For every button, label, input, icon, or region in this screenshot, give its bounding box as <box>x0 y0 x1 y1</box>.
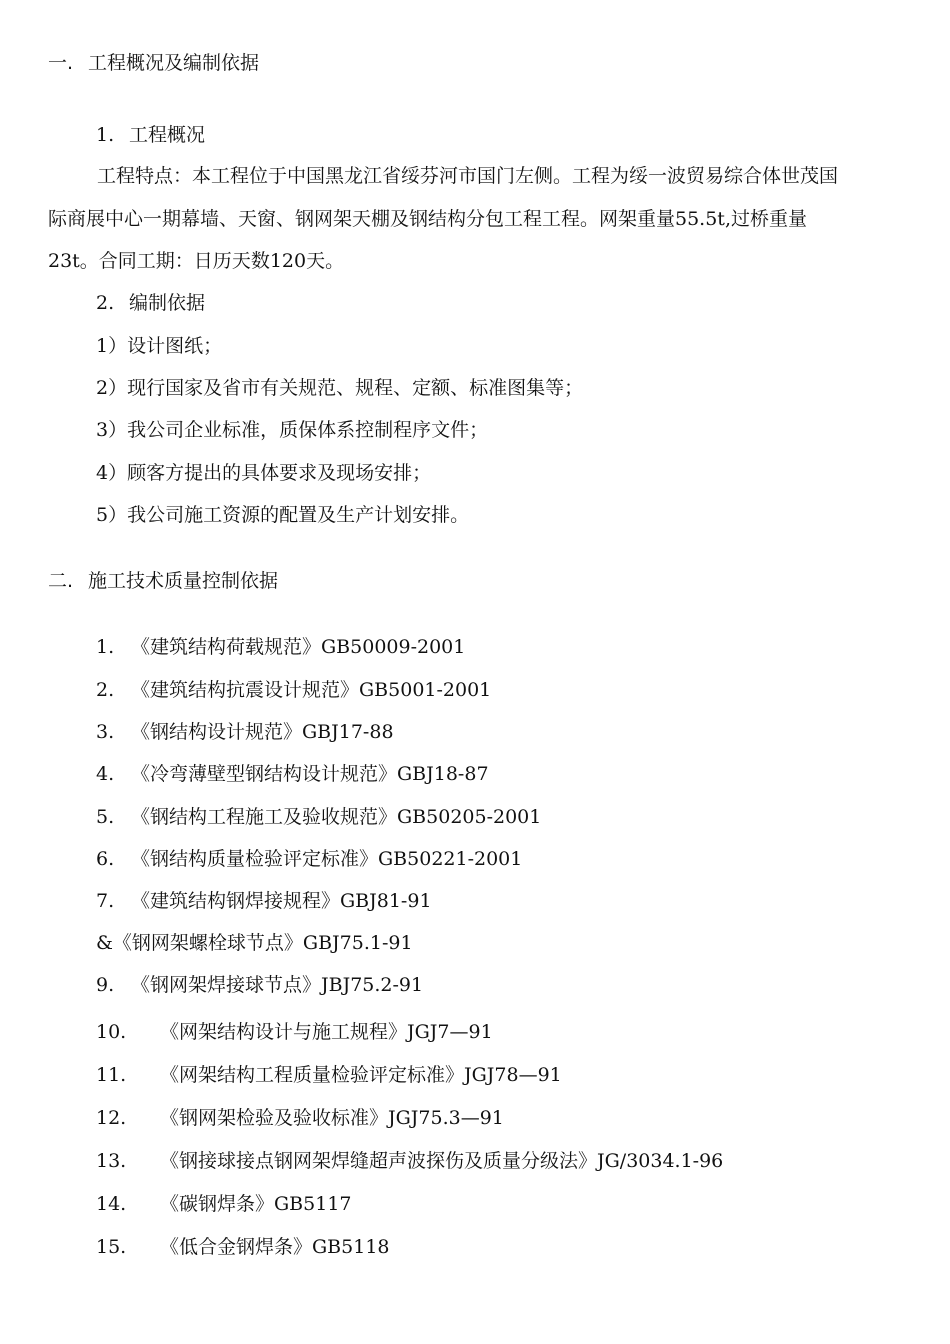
reference-item <box>96 720 394 744</box>
basis-number: 2. <box>96 292 115 314</box>
reference-number: 14. <box>96 1193 127 1215</box>
reference-text: 《建筑结构抗震设计规范》GB5001-2001 <box>131 679 492 701</box>
reference-text: 《低合金钢焊条》GB5118 <box>160 1236 390 1258</box>
basis-heading <box>96 291 205 315</box>
reference-item <box>96 1063 562 1087</box>
reference-number: 4. <box>96 763 115 785</box>
reference-item <box>96 1149 723 1173</box>
reference-number: 1. <box>96 636 115 658</box>
reference-item <box>96 889 432 913</box>
reference-item <box>96 847 522 871</box>
reference-number: 13. <box>96 1150 127 1172</box>
reference-item <box>96 1106 504 1130</box>
reference-number: 2. <box>96 679 115 701</box>
reference-text: 《冷弯薄壁型钢结构设计规范》GBJ18-87 <box>131 763 489 785</box>
section-2-number: 二. <box>48 570 74 592</box>
reference-number: 7. <box>96 890 115 912</box>
reference-text: 《碳钢焊条》GB5117 <box>160 1193 352 1215</box>
reference-text: 《钢网架焊接球节点》JBJ75.2-91 <box>131 974 424 996</box>
reference-item <box>96 1192 352 1216</box>
reference-text: 《建筑结构荷载规范》GB50009-2001 <box>131 636 466 658</box>
section-1-title: 工程概况及编制依据 <box>88 52 260 74</box>
overview-paragraph-line-2: 际商展中心一期幕墙、天窗、钢网架天棚及钢结构分包工程工程。网架重量55.5t,过桥重量 <box>48 208 807 230</box>
overview-paragraph-line-1: 工程特点：本工程位于中国黑龙江省绥芬河市国门左侧。工程为绥一波贸易综合体世茂国 <box>97 165 839 187</box>
basis-item-1: 1）设计图纸； <box>96 335 223 357</box>
basis-item-5: 5）我公司施工资源的配置及生产计划安排。 <box>96 504 470 526</box>
reference-item <box>96 1235 390 1259</box>
overview-title: 工程概况 <box>129 124 206 146</box>
reference-text: &《钢网架螺栓球节点》GBJ75.1-91 <box>96 932 413 954</box>
section-2-heading <box>48 569 278 593</box>
reference-text: 《钢结构工程施工及验收规范》GB50205-2001 <box>131 806 542 828</box>
basis-item-3: 3）我公司企业标准，质保体系控制程序文件； <box>96 419 489 441</box>
reference-number: 15. <box>96 1236 127 1258</box>
reference-item <box>96 635 465 659</box>
reference-number: 12. <box>96 1107 127 1129</box>
reference-item <box>96 762 489 786</box>
reference-text: 《钢网架检验及验收标准》JGJ75.3—91 <box>160 1107 504 1129</box>
reference-text: 《建筑结构钢焊接规程》GBJ81-91 <box>131 890 432 912</box>
reference-number: 11. <box>96 1064 127 1086</box>
reference-item <box>96 805 541 829</box>
reference-number: 6. <box>96 848 115 870</box>
reference-text: 《网架结构工程质量检验评定标准》JGJ78—91 <box>160 1064 562 1086</box>
reference-item <box>96 973 423 997</box>
reference-number: 5. <box>96 806 115 828</box>
reference-text: 《网架结构设计与施工规程》JGJ7—91 <box>160 1021 493 1043</box>
section-2-title: 施工技术质量控制依据 <box>88 570 279 592</box>
overview-heading <box>96 123 205 147</box>
reference-text: 《钢接球接点钢网架焊缝超声波探伤及质量分级法》JG/3034.1-96 <box>160 1150 724 1172</box>
section-1-number: 一. <box>48 52 74 74</box>
reference-number: 3. <box>96 721 115 743</box>
reference-item <box>96 678 491 702</box>
overview-paragraph-line-3: 23t。合同工期：日历天数120天。 <box>48 250 345 272</box>
reference-item <box>96 1020 493 1044</box>
basis-item-2: 2）现行国家及省市有关规范、规程、定额、标准图集等； <box>96 377 584 399</box>
reference-number: 10. <box>96 1021 127 1043</box>
basis-item-4: 4）顾客方提出的具体要求及现场安排； <box>96 462 432 484</box>
reference-item <box>96 931 413 955</box>
section-1-heading <box>48 51 259 75</box>
reference-number: 9. <box>96 974 115 996</box>
reference-text: 《钢结构质量检验评定标准》GB50221-2001 <box>131 848 523 870</box>
basis-title: 编制依据 <box>129 292 206 314</box>
overview-number: 1. <box>96 124 115 146</box>
reference-text: 《钢结构设计规范》GBJ17-88 <box>131 721 394 743</box>
